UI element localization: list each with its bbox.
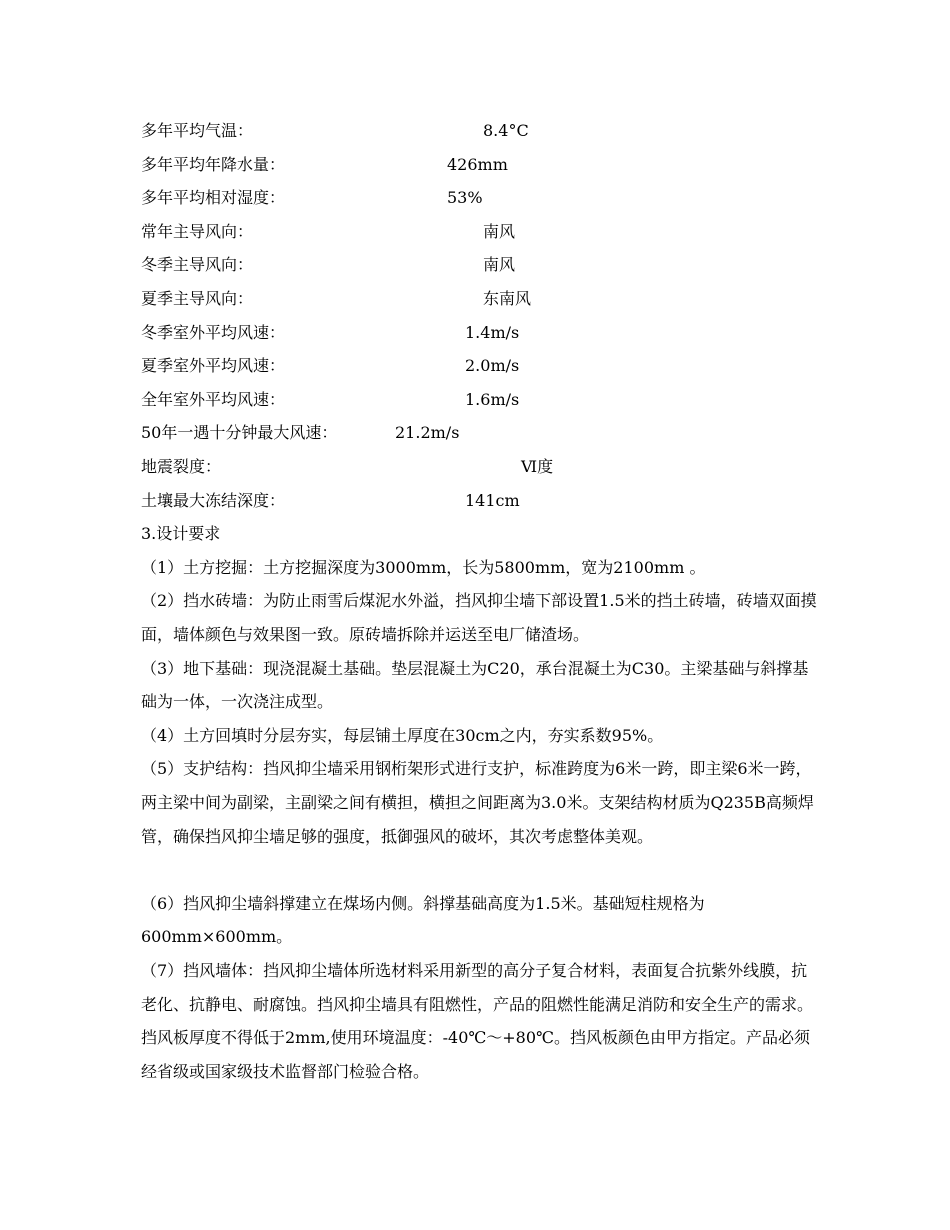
climate-value: Ⅵ度 — [521, 457, 554, 476]
climate-label: 冬季室外平均风速： — [141, 322, 286, 342]
requirement-paragraph: （7）挡风墙体：挡风抑尘墙体所选材料采用新型的高分子复合材料，表面复合抗紫外线膜，抗老化、抗静电、耐腐蚀。挡风抑尘墙具有阻燃性，产品的阻燃性能满足消防和安全生产的需求。挡风板厚度不得低于2mm,使用环境温度：-40℃～+80℃。挡风板颜色由甲方指定。产品必须经省级或国家级技术监督部门检验合格。 — [141, 961, 814, 1081]
climate-label: 地震裂度： — [141, 457, 222, 476]
requirement-paragraph: （1）土方挖掘：土方挖掘深度为3000mm，长为5800mm，宽为2100mm 。 — [141, 557, 706, 577]
climate-value: 8.4°C — [483, 121, 529, 140]
climate-row — [141, 484, 841, 518]
climate-label: 多年平均气温： — [141, 121, 254, 140]
climate-row — [141, 416, 841, 450]
climate-row — [141, 316, 841, 350]
requirement-paragraph: （3）地下基础：现浇混凝土基础。垫层混凝土为C20，承台混凝土为C30。主梁基础与斜撑基础为一体，一次浇注成型。 — [141, 658, 809, 712]
climate-row — [141, 248, 841, 282]
climate-label: 全年室外平均风速： — [141, 389, 286, 409]
requirement-paragraph: （2）挡水砖墙：为防止雨雪后煤泥水外溢，挡风抑尘墙下部设置1.5米的挡土砖墙，砖墙双面摸面，墙体颜色与效果图一致。原砖墙拆除并运送至电厂储渣场。 — [141, 591, 817, 644]
climate-label: 多年平均相对湿度： — [141, 188, 286, 208]
climate-row — [141, 114, 841, 148]
climate-row — [141, 215, 841, 249]
climate-label: 50年一遇十分钟最大风速： — [141, 423, 338, 443]
requirement-paragraph: （4）土方回填时分层夯实，每层铺土厚度在30cm之内，夯实系数95%。 — [141, 725, 664, 745]
climate-row — [141, 349, 841, 383]
climate-value: 141cm — [465, 490, 520, 510]
climate-value: 东南风 — [483, 289, 532, 308]
climate-value: 53% — [447, 188, 483, 208]
climate-row — [141, 383, 841, 417]
requirement-paragraph: （6）挡风抑尘墙斜撑建立在煤场内侧。斜撑基础高度为1.5米。基础短柱规格为600mm×600mm。 — [141, 893, 705, 947]
climate-value: 南风 — [483, 255, 516, 275]
climate-label: 土壤最大冻结深度： — [141, 490, 286, 510]
climate-label: 多年平均年降水量： — [141, 154, 286, 174]
climate-value: 2.0m/s — [465, 356, 520, 376]
climate-row — [141, 181, 841, 215]
climate-label: 夏季室外平均风速： — [141, 356, 286, 376]
climate-row — [141, 148, 841, 182]
climate-value: 南风 — [483, 221, 516, 241]
climate-value: 21.2m/s — [395, 423, 460, 443]
climate-label: 夏季主导风向： — [141, 289, 254, 308]
climate-row — [141, 282, 841, 316]
climate-label: 常年主导风向： — [141, 221, 254, 241]
climate-row — [141, 450, 841, 484]
section-heading: 3.设计要求 — [141, 524, 221, 544]
climate-label: 冬季主导风向： — [141, 255, 254, 275]
climate-value: 1.6m/s — [465, 389, 520, 409]
requirement-paragraph: （5）支护结构：挡风抑尘墙采用钢桁架形式进行支护，标准跨度为6米一跨，即主梁6米一跨，两主梁中间为副梁，主副梁之间有横担，横担之间距离为3.0米。支架结构材质为Q235B高频焊管，确保挡风抑尘墙足够的强度，抵御强风的破坏，其次考虑整体美观。 — [141, 759, 814, 846]
climate-value: 1.4m/s — [465, 322, 520, 342]
climate-value: 426mm — [447, 154, 508, 174]
